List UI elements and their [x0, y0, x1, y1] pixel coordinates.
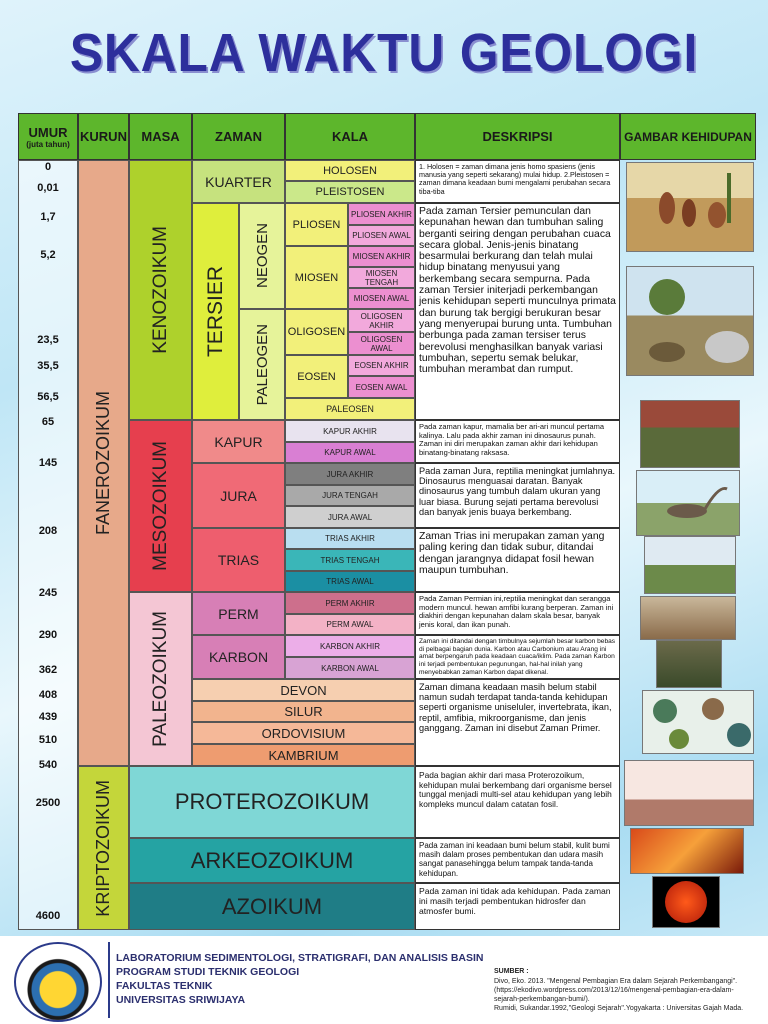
- picture-cambrian-sea: [642, 690, 754, 754]
- subkala-jura-akhir: JURA AKHIR: [285, 463, 415, 485]
- footer-lab: LABORATORIUM SEDIMENTOLOGI, STRATIGRAFI, DAN ANALISIS BASIN: [116, 952, 484, 964]
- header-umur-label: UMUR: [28, 124, 68, 140]
- footer-fakultas: FAKULTAS TEKNIK: [116, 980, 213, 992]
- hominids-figures: [627, 163, 754, 252]
- masa-proterozoikum: [129, 766, 415, 838]
- masa-azoikum: [129, 883, 415, 930]
- zaman-karbon: KARBON: [192, 635, 285, 679]
- masa-paleozoikum-label: PALEOZOIKUM: [149, 611, 171, 747]
- age-label: 23,5: [37, 334, 59, 346]
- subkala-pliosen-awal: PLIOSEN AWAL: [348, 225, 415, 246]
- zaman-silur: SILUR: [192, 701, 415, 722]
- zaman-tersier-label: TERSIER: [203, 265, 227, 357]
- age-label: 540: [38, 759, 58, 771]
- footer-prodi: PROGRAM STUDI TEKNIK GEOLOGI: [116, 966, 300, 978]
- zaman-tersier: [192, 203, 239, 420]
- header-masa: MASA: [129, 113, 192, 160]
- subkala-eosen-awal: EOSEN AWAL: [348, 376, 415, 398]
- desc-arkeozoikum: Pada zaman ini keadaan bumi belum stabil, kulit bumi masih dalam proses pembentukan dan udara masih sangat panasehingga belum tampak tanda-tanda kehidupan.: [415, 838, 620, 883]
- subkala-miosen-tengah: MIOSEN TENGAH: [348, 267, 415, 288]
- subkala-oligosen-akhir: OLIGOSEN AKHIR: [348, 309, 415, 332]
- age-label: 2500: [35, 797, 61, 809]
- masa-proterozoikum-label: PROTEROZOIKUM: [174, 789, 370, 814]
- masa-mesozoikum: [129, 420, 192, 592]
- picture-hominids: [626, 162, 754, 252]
- subkala-jura-awal: JURA AWAL: [285, 506, 415, 528]
- header-kurun: KURUN: [78, 113, 129, 160]
- age-label: 208: [38, 525, 58, 537]
- age-label: 35,5: [37, 360, 59, 372]
- picture-prehistoric-mammals: [626, 266, 754, 376]
- kurun-kriptozoikum: [78, 766, 129, 930]
- footer-source-1: Divo, Eko. 2013. "Mengenal Pembagian Era dalam Sejarah Perkembangangi".: [494, 978, 738, 985]
- kala-oligosen: OLIGOSEN: [285, 309, 348, 355]
- masa-arkeozoikum-label: ARKEOZOIKUM: [190, 847, 354, 873]
- desc-primer: Zaman dimana keadaan masih belum stabil namun sudah terdapat tanda-tanda kehidupan seperti organisme uniseluler, invertebrata, ikan, reptil, amfibia, mikroorganisme, dan jenis ganggang. Zaman ini disebut Zaman Primer.: [415, 679, 620, 766]
- desc-karbon: Zaman ini ditandai dengan timbulnya sejumlah besar karbon bebas di pelbagai bagian dunia. Karbon atau Carbonium atau Arang ini amat berpengaruh pada keadaan cuaca/iklim. Pada zaman Karbon ini terjadi pembentukan pegunungan, hal-hal inilah yang menyebabkan zaman Karbon dapat dikenal.: [415, 635, 620, 679]
- kurun-fanerozoikum: [78, 160, 129, 766]
- kala-holosen: HOLOSEN: [285, 160, 415, 181]
- age-label: 4600: [35, 910, 61, 922]
- age-label: 5,2: [40, 249, 56, 261]
- age-label: 439: [38, 711, 58, 723]
- zaman-perm: PERM: [192, 592, 285, 635]
- desc-proterozoikum: Pada bagian akhir dari masa Proterozoikum, kehidupan mulai berkembang dari organisme bersel tunggal menjadi multi-sel atau kehidupan yang lebih kompleks muncul dalam catatan fosil.: [415, 766, 620, 838]
- header-umur-unit: (juta tahun): [26, 139, 70, 149]
- picture-early-earth: [652, 876, 720, 928]
- masa-kenozoikum-label: KENOZOIKUM: [149, 226, 171, 354]
- kurun-kriptozoikum-label: KRIPTOZOIKUM: [93, 779, 113, 917]
- zaman-kambrium: KAMBRIUM: [192, 744, 415, 766]
- zaman-kapur: KAPUR: [192, 420, 285, 463]
- footer-source-3: sejarah-perkembangan-bumi/).: [494, 996, 590, 1003]
- subkala-trias-awal: TRIAS AWAL: [285, 571, 415, 592]
- marine-fossils: [643, 691, 754, 754]
- picture-proterozoic-sea: [624, 760, 754, 826]
- masa-arkeozoikum: [129, 838, 415, 883]
- age-label: 0,01: [37, 182, 59, 194]
- zaman-kuarter: KUARTER: [192, 160, 285, 203]
- subkala-kapur-awal: KAPUR AWAL: [285, 442, 415, 463]
- picture-trias: [644, 536, 736, 594]
- age-label: 145: [38, 457, 58, 469]
- kala-miosen: MIOSEN: [285, 246, 348, 309]
- header-gambar: GAMBAR KEHIDUPAN: [620, 113, 756, 160]
- umur-column: [18, 160, 78, 930]
- kala-eosen: EOSEN: [285, 355, 348, 398]
- picture-kapur: [640, 400, 740, 468]
- picture-lava: [630, 828, 744, 874]
- molten-earth-shape: [665, 881, 707, 923]
- subkala-oligosen-awal: OLIGOSEN AWAL: [348, 332, 415, 355]
- picture-karbon: [656, 640, 722, 688]
- desc-perm: Pada Zaman Permian ini,reptilia meningkat dan serangga modern muncul. hewan amfibi kurang berperan. Zaman ini diakhiri dengan kepunahan dalam skala besar, banyak jenis koral, dan ikan punah.: [415, 592, 620, 635]
- footer-source-2: (https://ekodivo.wordpress.com/2013/12/16/mengenal-pembagian-era-dalam-: [494, 987, 734, 994]
- footer-source-4: Rumidi, Sukandar.1992,"Geologi Sejarah".Yogyakarta : Universitas Gajah Mada.: [494, 1005, 744, 1012]
- university-logo-icon: [14, 942, 102, 1022]
- age-label: 408: [38, 689, 58, 701]
- subkala-eosen-akhir: EOSEN AKHIR: [348, 355, 415, 376]
- subkala-miosen-akhir: MIOSEN AKHIR: [348, 246, 415, 267]
- kala-pliosen: PLIOSEN: [285, 203, 348, 246]
- header-kala: KALA: [285, 113, 415, 160]
- mammals-figures: [627, 267, 754, 376]
- kala-pleistosen: PLEISTOSEN: [285, 181, 415, 203]
- desc-tersier: Pada zaman Tersier pemunculan dan kepunahan hewan dan tumbuhan saling berganti seiring dengan perubahan cuaca secara global. Jenis-jenis binatang besarmulai berkurang dan telah mulai hidup binatang menyusui yang berkembang secara sempurna. Pada zaman Tersier initerjadi perkembangan jenis kehidupan seperti munculnya primata dan burung tak bergigi berukuran besar yang menyerupai burung unta. Tumbuhan berbunga pada zaman tersiser terus berevolusi menghasilkan banyak variasi tumbuhan, sepertu semak belukar, tumbuhan merambat dan rumput.: [415, 203, 620, 420]
- masa-mesozoikum-label: MESOZOIKUM: [149, 441, 171, 571]
- picture-perm: [640, 596, 736, 640]
- footer-sumber: SUMBER :: [494, 968, 529, 975]
- footer-univ: UNIVERSITAS SRIWIJAYA: [116, 994, 246, 1006]
- subkala-perm-awal: PERM AWAL: [285, 614, 415, 635]
- subkala-kapur-akhir: KAPUR AKHIR: [285, 420, 415, 442]
- subkala-karbon-akhir: KARBON AKHIR: [285, 635, 415, 657]
- page-title: SKALA WAKTU GEOLOGI: [69, 23, 699, 83]
- zaman-paleogen-label: PALEOGEN: [253, 323, 271, 406]
- age-label: 1,7: [40, 211, 56, 223]
- dinosaur-figures: [637, 471, 740, 536]
- desc-kapur: Pada zaman kapur, mamalia ber ari-ari muncul pertama kalinya. Lalu pada akhir zaman ini dinosaurus punah. Zaman ini diri merupakan zaman akhir dari kehidupan binatang-binatang raksasa.: [415, 420, 620, 463]
- desc-jura: Pada zaman Jura, reptilia meningkat jumlahnya. Dinosaurus menguasai daratan. Banyak dinosaurus yang tumbuh dalam ukuran yang luar biasa. Burung sejati pertama berevolusi dan banyak jenis buaya berkembang.: [415, 463, 620, 528]
- header-zaman: ZAMAN: [192, 113, 285, 160]
- age-label: 0: [44, 161, 52, 173]
- masa-paleozoikum: [129, 592, 192, 766]
- kala-paleosen: PALEOSEN: [285, 398, 415, 420]
- desc-azoikum: Pada zaman ini tidak ada kehidupan. Pada zaman ini masih terjadi pembentukan hidrosfer dan atmosfer bumi.: [415, 883, 620, 930]
- header-umur: [18, 113, 78, 160]
- age-label: 362: [38, 664, 58, 676]
- age-label: 510: [38, 734, 58, 746]
- zaman-neogen-label: NEOGEN: [253, 223, 271, 289]
- picture-jura: [636, 470, 740, 536]
- kurun-fanerozoikum-label: FANEROZOIKUM: [93, 390, 113, 535]
- age-label: 290: [38, 629, 58, 641]
- age-label: 56,5: [37, 391, 59, 403]
- age-label: 65: [41, 416, 55, 428]
- zaman-ordovisium: ORDOVISIUM: [192, 722, 415, 744]
- footer-divider: [108, 942, 110, 1018]
- masa-azoikum-label: AZOIKUM: [221, 893, 323, 919]
- zaman-devon: DEVON: [192, 679, 415, 701]
- subkala-perm-akhir: PERM AKHIR: [285, 592, 415, 614]
- subkala-trias-akhir: TRIAS AKHIR: [285, 528, 415, 549]
- desc-kuarter: 1. Holosen = zaman dimana jenis homo spasiens (jenis manusia yang seperti sekarang) mulai hidup. 2.Pleistosen = zaman dimana keadaan bumi mengalami perubahan secara tiba-tiba: [415, 160, 620, 203]
- masa-kenozoikum: [129, 160, 192, 420]
- zaman-paleogen: [239, 309, 285, 420]
- subkala-karbon-awal: KARBON AWAL: [285, 657, 415, 679]
- age-label: 245: [38, 587, 58, 599]
- subkala-jura-tengah: JURA TENGAH: [285, 485, 415, 506]
- subkala-pliosen-akhir: PLIOSEN AKHIR: [348, 203, 415, 225]
- header-deskripsi: DESKRIPSI: [415, 113, 620, 160]
- zaman-neogen: [239, 203, 285, 309]
- subkala-trias-tengah: TRIAS TENGAH: [285, 549, 415, 571]
- subkala-miosen-awal: MIOSEN AWAL: [348, 288, 415, 309]
- zaman-trias: TRIAS: [192, 528, 285, 592]
- zaman-jura: JURA: [192, 463, 285, 528]
- desc-trias: Zaman Trias ini merupakan zaman yang paling kering dan tidak subur, ditandai dengan jarangnya didapat fosil hewan maupun tumbuhan.: [415, 528, 620, 592]
